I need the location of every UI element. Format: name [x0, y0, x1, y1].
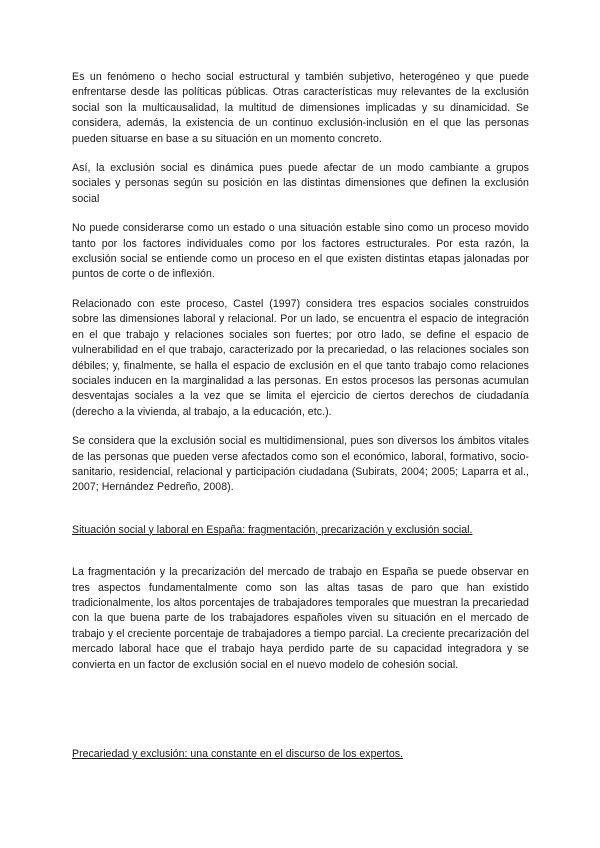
section-heading-precariedad: Precariedad y exclusión: una constante en el discurso de los expertos.: [72, 748, 403, 760]
paragraph-definition: Es un fenómeno o hecho social estructural y también subjetivo, heterogéneo y que puede enfrentarse desde las políticas públicas. Otras características muy relevantes de la exclusión social son la multicausalidad, la multitud de dimensiones implicadas y su dinamicidad. Se considera, además, la existencia de un continuo exclusión-inclusión en el que las personas pueden situarse en base a su situación en un momento concreto.: [72, 71, 529, 145]
section-heading-situacion: Situación social y laboral en España: fragmentación, precarización y exclusión social.: [72, 523, 473, 536]
paragraph-fragmentacion: La fragmentación y la precarización del mercado de trabajo en España se puede observar en tres aspectos fundamentalmente como son las altas tasas de paro que han existido tradicionalmente, los altos porcentajes de trabajadores temporales que muestran la precariedad con la que buena parte de los trabajadores españoles viven su situación en el mercado de trabajo y el creciente porcentaje de trabajadores a tiempo parcial. La creciente precarización del mercado laboral hace que el trabajo haya perdido parte de su capacidad integradora y se convierta en un factor de exclusión social en el nuevo modelo de cohesión social.: [72, 566, 529, 671]
paragraph-multidimensional: Se considera que la exclusión social es multidimensional, pues son diversos los ámbitos vitales de las personas que pueden verse afectados como son el económico, laboral, formativo, socio-sanitario, residencial, relacional y participación ciudadana (Subirats, 2004; 2005; Laparra et al., 2007; Hernández Pedreño, 2008).: [72, 435, 529, 494]
paragraph-dynamic: Así, la exclusión social es dinámica pues puede afectar de un modo cambiante a grupos sociales y personas según su posición en las distintas dimensiones que definen la exclusión social: [72, 162, 529, 205]
paragraph-process: No puede considerarse como un estado o una situación estable sino como un proceso movido tanto por los factores individuales como por los factores estructurales. Por esta razón, la exclusión social se entiende como un proceso en el que existen distintas etapas jalonadas por puntos de corte o de inflexión.: [72, 222, 529, 281]
paragraph-castel: Relacionado con este proceso, Castel (1997) considera tres espacios sociales construidos sobre las dimensiones laboral y relacional. Por un lado, se encuentra el espacio de integración en el que trabajo y relaciones sociales son fuertes; por otro lado, se define el espacio de vulnerabilidad en el que trabajo, caracterizado por la precariedad, o las relaciones sociales son débiles; y, finalmente, se halla el espacio de exclusión en el que tanto trabajo como relaciones sociales inducen en la marginalidad a las personas. En estos procesos las personas acumulan desventajas sociales a la vez que se limita el ejercicio de ciertos derechos de ciudadanía (derecho a la vivienda, al trabajo, a la educación, etc.).: [72, 297, 529, 418]
document-page: [72, 70, 529, 762]
